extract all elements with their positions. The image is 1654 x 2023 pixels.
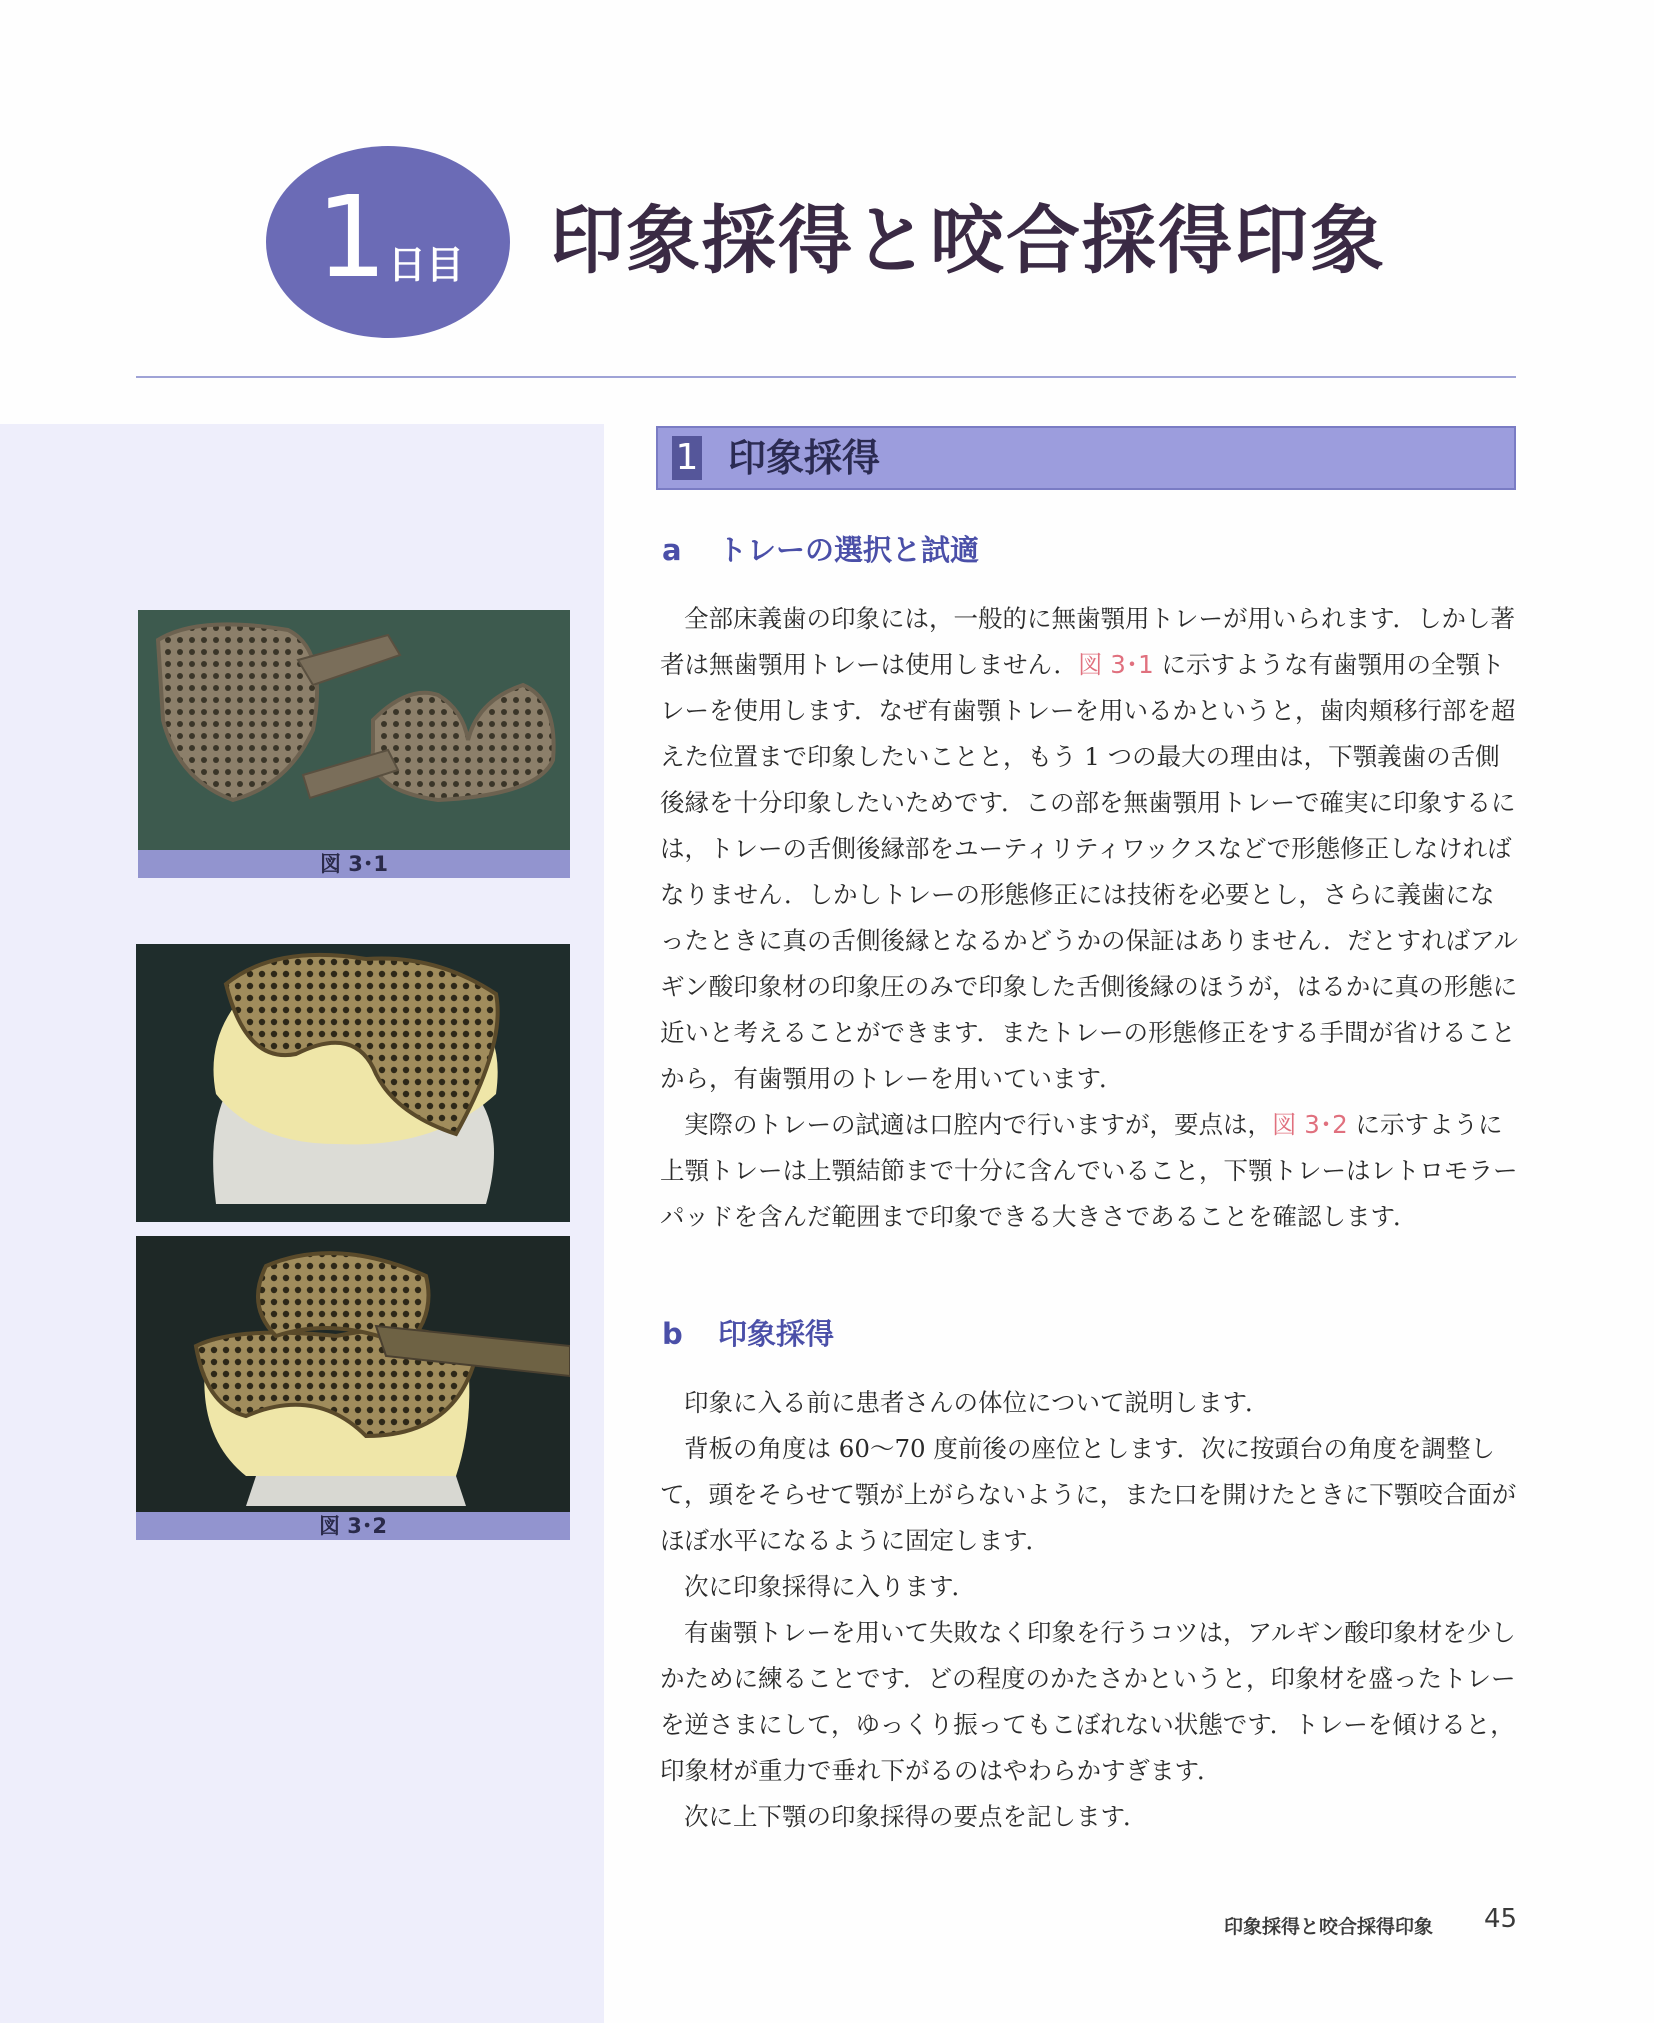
subsection-b-letter: b bbox=[662, 1317, 683, 1351]
figure-3-2-reference: 図 3･2 bbox=[1272, 1110, 1348, 1139]
day-number: 1 bbox=[316, 173, 388, 303]
subsection-a-letter: a bbox=[662, 533, 682, 567]
paragraph-text: に示すような有歯顎用の全顎トレーを使用します．なぜ有歯顎トレーを用いるかというと，歯肉頬移行部を超えた位置まで印象したいことと，もう 1 つの最大の理由は，下顎義歯の舌側後縁を十分印象したいためです．この部を無歯顎用トレーで確実に印象するには，トレーの舌側後縁部をユーティリティワックスなどで形態修正しなければなりません．しかしトレーの形態修正には技術を必要とし，さらに義歯になったときに真の舌側後縁となるかどうかの保証はありません．だとすればアルギン酸印象材の印象圧のみで印象した舌側後縁のほうが，はるかに真の形態に近いと考えることができます．またトレーの形態修正をする手間が省けることから，有歯顎用のトレーを用いています． bbox=[660, 650, 1518, 1093]
subsection-b-title: 印象採得 bbox=[718, 1317, 835, 1351]
day-badge bbox=[266, 146, 510, 338]
paragraph: 印象に入る前に患者さんの体位について説明します． bbox=[684, 1388, 1270, 1417]
running-title: 印象採得と咬合採得印象 bbox=[1224, 1916, 1434, 1938]
subsection-a-heading bbox=[662, 530, 979, 570]
subsection-b-body bbox=[660, 1380, 1518, 1840]
paragraph-text: に示すように上顎トレーは上顎結節まで十分に含んでいること，下顎トレーはレトロモラーパッドを含んだ範囲まで印象できる大きさであることを確認します． bbox=[660, 1110, 1518, 1231]
subsection-a-body bbox=[660, 596, 1518, 1240]
figure-3-1 bbox=[138, 610, 570, 878]
header-divider bbox=[136, 376, 1516, 378]
paragraph: 次に上下顎の印象採得の要点を記します． bbox=[684, 1802, 1148, 1831]
paragraph: 有歯顎トレーを用いて失敗なく印象を行うコツは，アルギン酸印象材を少しかために練ることです．どの程度のかたさかというと，印象材を盛ったトレーを逆さまにして，ゆっくり振ってもこぼれない状態です．トレーを傾けると，印象材が重力で垂れ下がるのはやわらかすぎます． bbox=[660, 1618, 1516, 1785]
section-number: 1 bbox=[672, 436, 702, 480]
subsection-b-heading bbox=[662, 1314, 834, 1354]
paragraph-text: 全部床義歯の印象には，一般的に無歯顎用トレーが用いられます．しかし著者は無歯顎用トレーは使用しません． bbox=[660, 604, 1516, 679]
subsection-a-title: トレーの選択と試適 bbox=[718, 533, 980, 567]
chapter-title: 印象採得と咬合採得印象 bbox=[550, 198, 1386, 284]
section-heading bbox=[656, 426, 1516, 490]
page-number: 45 bbox=[1484, 1904, 1518, 1934]
photo-lower-tray-on-model bbox=[136, 1236, 570, 1512]
paragraph: 次に印象採得に入ります． bbox=[684, 1572, 977, 1601]
paragraph bbox=[660, 1102, 1518, 1240]
photo-impression-trays bbox=[138, 610, 570, 850]
section-title: 印象採得 bbox=[728, 436, 881, 480]
figure-3-1-caption: 図 3･1 bbox=[138, 850, 570, 878]
paragraph-text: 実際のトレーの試適は口腔内で行いますが，要点は， bbox=[684, 1110, 1272, 1139]
day-unit: 日目 bbox=[388, 243, 465, 287]
figure-3-2 bbox=[136, 944, 570, 1540]
figure-3-1-reference: 図 3･1 bbox=[1077, 650, 1154, 679]
photo-upper-tray-on-model bbox=[136, 944, 570, 1222]
figure-3-2-caption: 図 3･2 bbox=[136, 1512, 570, 1540]
paragraph bbox=[660, 596, 1518, 1102]
paragraph: 背板の角度は 60～70 度前後の座位とします．次に按頭台の角度を調整して，頭をそらせて顎が上がらないように，また口を開けたときに下顎咬合面がほぼ水平になるように固定します． bbox=[660, 1434, 1517, 1555]
